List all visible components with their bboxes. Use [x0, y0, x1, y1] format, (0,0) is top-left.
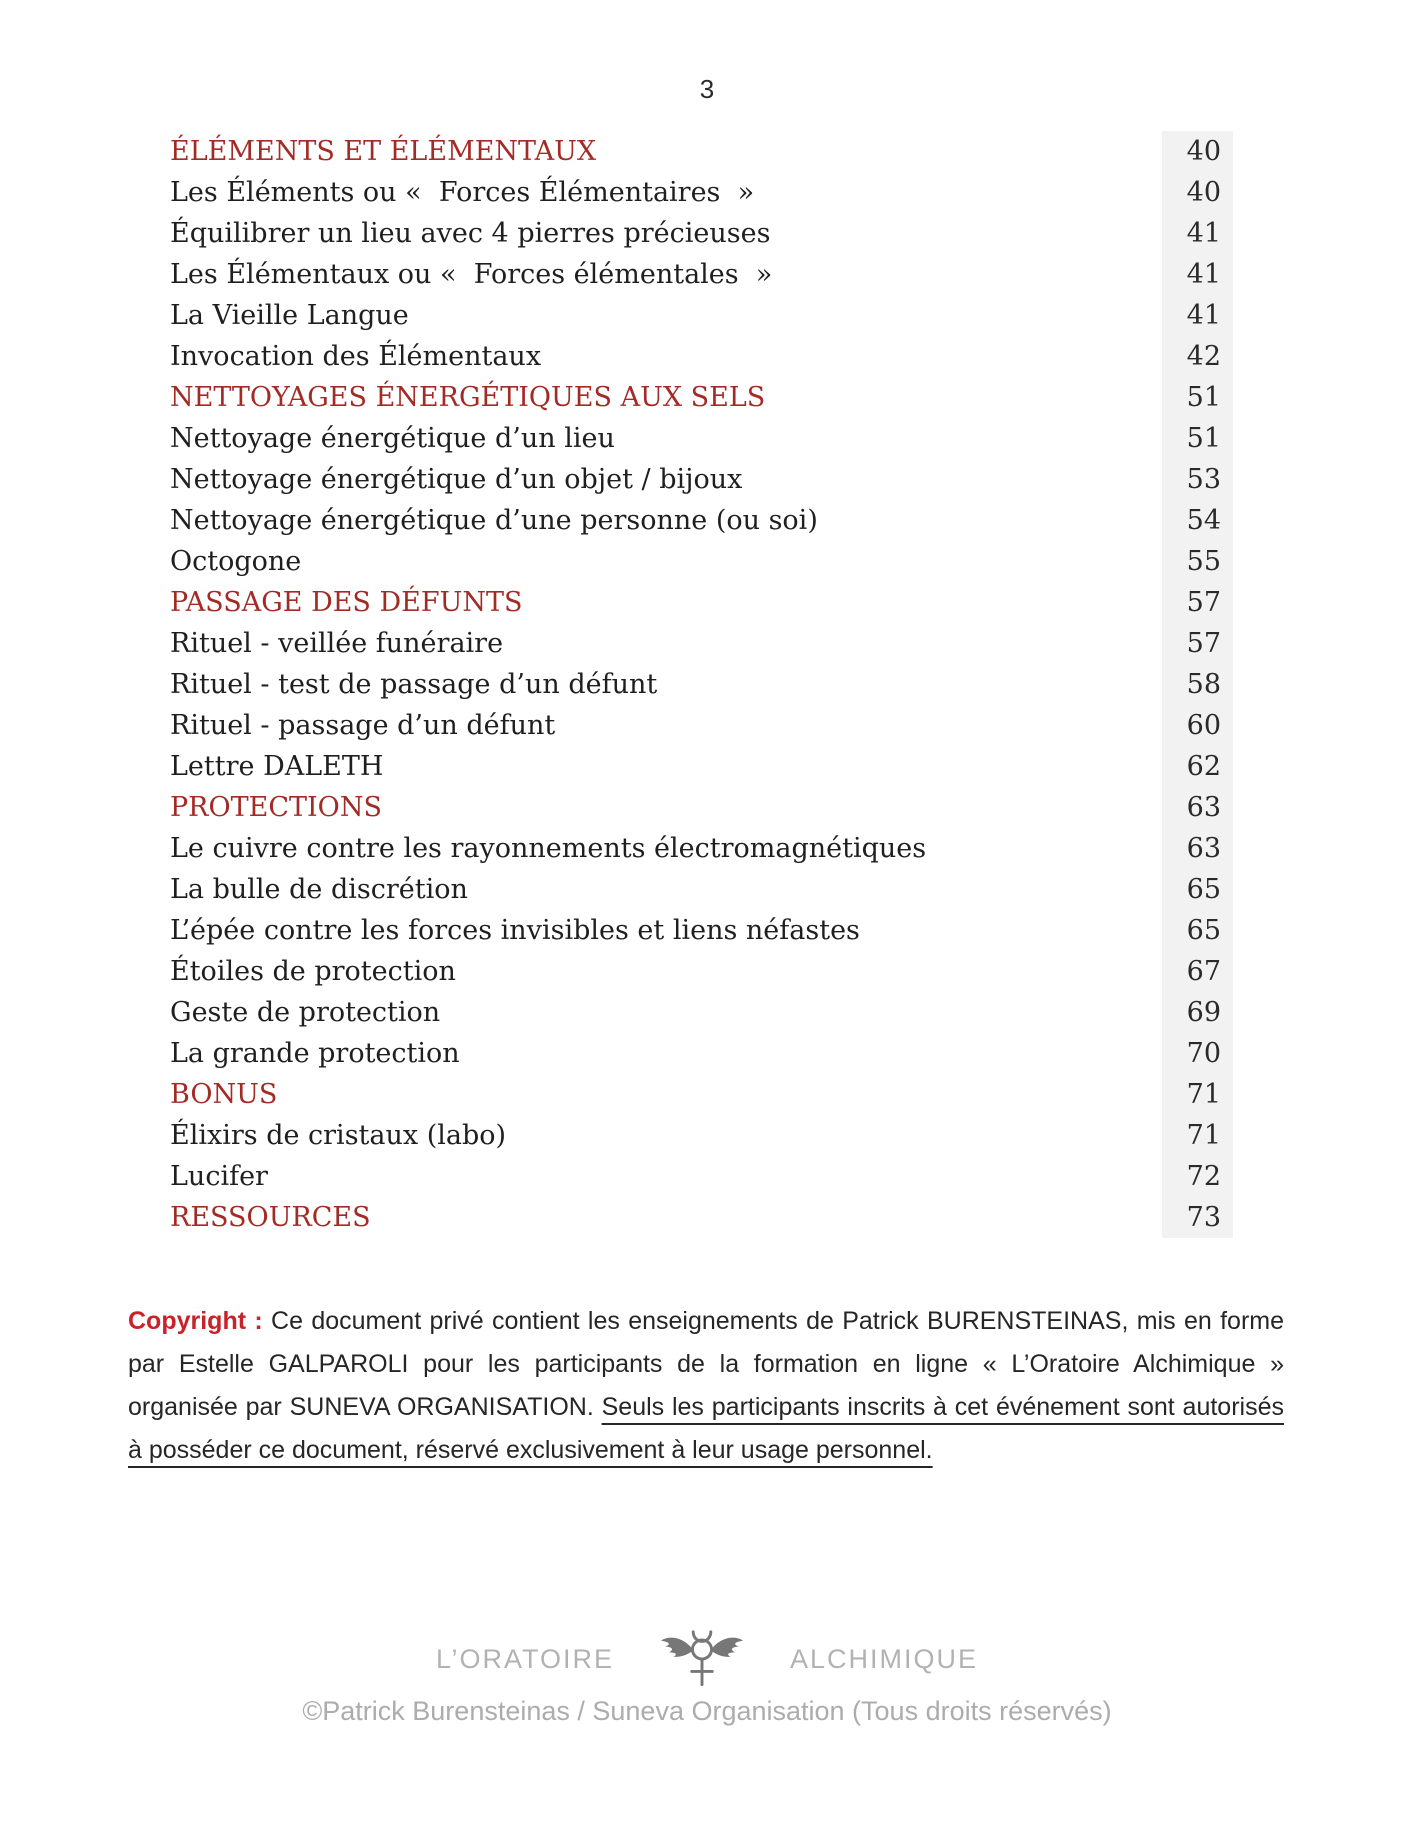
toc-entry-label: Élixirs de cristaux (labo)	[170, 1120, 507, 1151]
footer-brand	[436, 1626, 978, 1692]
toc-entry-label: La Vieille Langue	[170, 300, 409, 331]
toc-entry	[170, 295, 1233, 336]
toc-entry	[170, 746, 1233, 787]
toc-entry-page-number: 42	[1162, 336, 1233, 377]
toc-entry	[170, 664, 1233, 705]
toc-entry	[170, 705, 1233, 746]
toc-entry-page-number: 57	[1162, 623, 1233, 664]
toc-entry-label: Le cuivre contre les rayonnements électromagnétiques	[170, 833, 927, 864]
toc-entry-page-number: 41	[1162, 254, 1233, 295]
toc-entry-label: PASSAGE DES DÉFUNTS	[170, 587, 523, 618]
copyright-restriction-text: Seuls les participants inscrits à cet événement sont autorisés à posséder ce document, réservé exclusivement à leur usage personnel.	[128, 1393, 1284, 1464]
toc-entry	[170, 213, 1233, 254]
toc-entry	[170, 418, 1233, 459]
toc-entry-page-number: 72	[1162, 1156, 1233, 1197]
toc-entry	[170, 172, 1233, 213]
toc-entry	[170, 623, 1233, 664]
toc-entry-label: Équilibrer un lieu avec 4 pierres précieuses	[170, 218, 771, 249]
toc-entry-label: Nettoyage énergétique d’un lieu	[170, 423, 615, 454]
toc-entry-label: Rituel - passage d’un défunt	[170, 710, 556, 741]
copyright-paragraph	[128, 1300, 1284, 1472]
toc-entry-page-number: 63	[1162, 787, 1233, 828]
toc-entry-page-number: 65	[1162, 869, 1233, 910]
toc-entry-label: Geste de protection	[170, 997, 441, 1028]
page-footer	[0, 1626, 1414, 1727]
toc-entry-label: Rituel - veillée funéraire	[170, 628, 504, 659]
toc-entry-label: RESSOURCES	[170, 1202, 371, 1233]
footer-brand-left: L’ORATOIRE	[435, 1643, 614, 1674]
toc-section-heading	[170, 787, 1233, 828]
toc-entry-page-number: 55	[1162, 541, 1233, 582]
toc-entry-page-number: 53	[1162, 459, 1233, 500]
page-number: 3	[699, 74, 715, 104]
toc-entry-page-number: 58	[1162, 664, 1233, 705]
toc-entry-page-number: 70	[1162, 1033, 1233, 1074]
toc-entry	[170, 1115, 1233, 1156]
toc-entry-label: BONUS	[170, 1079, 278, 1110]
toc-entry	[170, 828, 1233, 869]
toc-entry	[170, 992, 1233, 1033]
toc-entry	[170, 1033, 1233, 1074]
toc-entry-label: Nettoyage énergétique d’un objet / bijoux	[170, 464, 743, 495]
toc-entry	[170, 910, 1233, 951]
toc-entry-page-number: 57	[1162, 582, 1233, 623]
toc-entry-label: Les Élémentaux ou « Forces élémentales »	[170, 259, 773, 290]
toc-entry	[170, 459, 1233, 500]
toc-entry-page-number: 71	[1162, 1074, 1233, 1115]
toc-entry	[170, 869, 1233, 910]
toc-entry-page-number: 71	[1162, 1115, 1233, 1156]
toc-entry-page-number: 69	[1162, 992, 1233, 1033]
toc-entry-page-number: 65	[1162, 910, 1233, 951]
toc-entry-label: Rituel - test de passage d’un défunt	[170, 669, 658, 700]
toc-entry-label: Nettoyage énergétique d’une personne (ou soi)	[170, 505, 818, 536]
footer-copyright-line: ©Patrick Burensteinas / Suneva Organisation (Tous droits réservés)	[302, 1696, 1112, 1726]
toc-entry	[170, 500, 1233, 541]
toc-entry	[170, 541, 1233, 582]
toc-entry-page-number: 54	[1162, 500, 1233, 541]
toc-entry-label: La bulle de discrétion	[170, 874, 468, 905]
toc-entry-page-number: 63	[1162, 828, 1233, 869]
toc-entry-page-number: 67	[1162, 951, 1233, 992]
toc-entry	[170, 336, 1233, 377]
toc-entry-page-number: 62	[1162, 746, 1233, 787]
toc-entry-label: NETTOYAGES ÉNERGÉTIQUES AUX SELS	[170, 382, 766, 413]
toc-entry	[170, 951, 1233, 992]
toc-entry-label: Les Éléments ou « Forces Élémentaires »	[170, 177, 755, 208]
copyright-text: Ce document privé contient les enseignements de Patrick BURENSTEINAS, mis en forme par Estelle GALPAROLI pour les participants de la formation en ligne « L’Oratoire Alchimique » organisée par SUNEVA ORGANISATION.	[128, 1307, 1284, 1421]
copyright-label: Copyright :	[128, 1307, 263, 1335]
toc-entry-label: L’épée contre les forces invisibles et liens néfastes	[170, 915, 860, 946]
toc-entry-label: PROTECTIONS	[170, 792, 382, 823]
toc-section-heading	[170, 1197, 1233, 1238]
toc-entry-page-number: 41	[1162, 295, 1233, 336]
toc-entry-label: Octogone	[170, 546, 302, 577]
footer-brand-right: ALCHIMIQUE	[790, 1643, 979, 1674]
toc-entry-label: Invocation des Élémentaux	[170, 341, 542, 372]
toc-entry-label: Lettre DALETH	[170, 751, 384, 782]
toc-entry-page-number: 40	[1162, 131, 1233, 172]
toc-section-heading	[170, 1074, 1233, 1115]
toc-entry-page-number: 40	[1162, 172, 1233, 213]
toc-section-heading	[170, 377, 1233, 418]
table-of-contents	[170, 131, 1233, 1238]
toc-entry-label: ÉLÉMENTS ET ÉLÉMENTAUX	[170, 136, 597, 167]
toc-entry-label: Lucifer	[170, 1161, 268, 1192]
winged-mercury-icon	[658, 1626, 746, 1692]
toc-section-heading	[170, 582, 1233, 623]
toc-entry-page-number: 73	[1162, 1197, 1233, 1238]
toc-entry	[170, 1156, 1233, 1197]
toc-entry	[170, 254, 1233, 295]
toc-entry-page-number: 60	[1162, 705, 1233, 746]
toc-section-heading	[170, 131, 1233, 172]
toc-entry-label: Étoiles de protection	[170, 956, 456, 987]
toc-entry-page-number: 51	[1162, 418, 1233, 459]
toc-entry-page-number: 51	[1162, 377, 1233, 418]
toc-entry-label: La grande protection	[170, 1038, 460, 1069]
toc-entry-page-number: 41	[1162, 213, 1233, 254]
